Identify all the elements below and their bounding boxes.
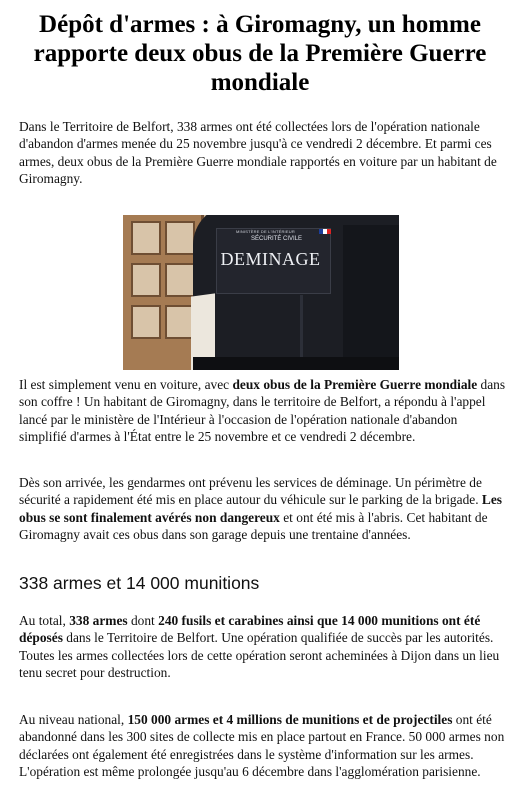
photo-sleeve (343, 225, 399, 370)
patch-subtitle: SÉCURITÉ CIVILE (251, 236, 303, 242)
paragraph-1: Il est simplement venu en voiture, avec deux obus de la Première Guerre mondiale dans son coffre ! Un habitant de Giromagny, dans le territoire de Belfort, a répondu à l'appel lancé par le ministère de l'Intérieur à l'occasion de l'opération nationale d'abandon simplifié d'armes à l'État entre le 25 novembre et ce vendredi 2 décembre. (19, 377, 506, 445)
photo-zipper (300, 295, 303, 365)
article-intro: Dans le Territoire de Belfort, 338 armes ont été collectées lors de l'opération nationale d'abandon d'armes menée du 25 novembre jusqu'à ce vendredi 2 décembre. Et parmi ces armes, deux obus de la Première Guerre mondiale rapportés en voiture par un habitant de Giromagny. (19, 119, 497, 187)
patch-ministry-text: MINISTÈRE DE L'INTÉRIEUR (236, 229, 295, 234)
french-flag-icon (319, 229, 331, 234)
photo-belt (193, 357, 399, 370)
paragraph-2: Dès son arrivée, les gendarmes ont prévenu les services de déminage. Un périmètre de sécurité a rapidement été mis en place autour du véhicule sur le parking de la brigade. Les obus se sont finalement avérés non dangereux et ont été mis à l'abris. Cet habitant de Giromagny avait ces obus dans son garage depuis une trentaine d'années. (19, 475, 502, 543)
article-title: Dépôt d'armes : à Giromagny, un homme rapporte deux obus de la Première Guerre mondiale (33, 11, 487, 96)
paragraph-4: Au niveau national, 150 000 armes et 4 millions de munitions et de projectiles ont été abandonné dans les 300 sites de collecte mis en place partout en France. 50 000 armes non déclarées ont également été enregistrées dans le système d'information sur les armes. L'opération est même prolongée jusqu'au 6 décembre dans l'agglomération parisienne. (19, 712, 505, 780)
section-heading: 338 armes et 14 000 munitions (19, 573, 260, 593)
article-photo (123, 215, 399, 370)
patch-title: DEMINAGE (220, 249, 321, 269)
paragraph-3: Au total, 338 armes dont 240 fusils et carabines ainsi que 14 000 munitions ont été déposés dans le Territoire de Belfort. Une opération qualifiée de succès par les autorités. Toutes les armes collectées lors de cette opération seront acheminées à Dijon dans un lieu tenu secret pour destruction. (19, 613, 500, 681)
